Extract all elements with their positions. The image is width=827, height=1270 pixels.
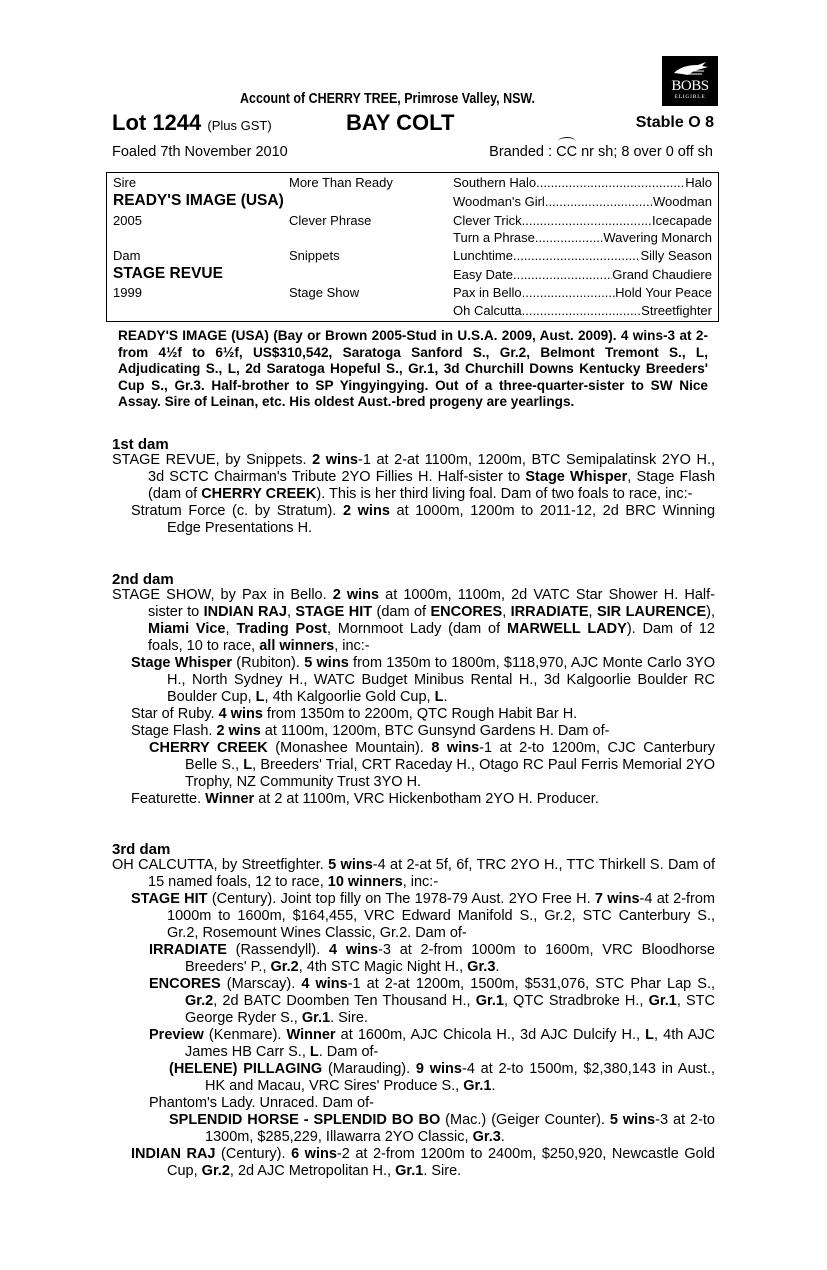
pedigree-table xyxy=(106,172,719,322)
sire-label: Sire xyxy=(113,175,137,190)
ancestor-row: Clever Trick ..... Icecapade xyxy=(453,212,712,230)
brand-arc-icon xyxy=(558,137,576,146)
third-dam-heading: 3rd dam xyxy=(112,841,171,858)
bobs-eligible-logo xyxy=(662,56,718,106)
ancestor-row: Pax in Bello ..... Hold Your Peace xyxy=(453,284,712,302)
pedigree-entry: STAGE SHOW, by Pax in Bello. 2 wins at 1000m, 1100m, 2d VATC Star Shower H. Half-sister to INDIAN RAJ, STAGE HIT (dam of ENCORES, IRRADIATE, SIR LAURENCE), Miami Vice, Trading Post, Mornmoot Lady (dam of MARWELL LADY). Dam of 12 foals, 10 to race, all winners, inc:- xyxy=(112,587,715,654)
dam-label: Dam xyxy=(113,248,141,263)
pedigree-entry: CHERRY CREEK (Monashee Mountain). 8 wins-1 at 2-to 1200m, CJC Canterbury Belle S., L, Breeders' Trial, CRT Raceday H., Otago RC Paul Ferris Memorial 2YO Trophy, NZ Community Trust 3YO H. xyxy=(149,740,715,790)
ancestor-row: Woodman's Girl ..... Woodman xyxy=(453,193,712,211)
pedigree-entry: SPLENDID HORSE - SPLENDID BO BO (Mac.) (Geiger Counter). 5 wins-3 at 2-to 1300m, $285,229, Illawarra 2YO Classic, Gr.3. xyxy=(169,1112,715,1145)
ancestor-row: Lunchtime ..... Silly Season xyxy=(453,247,712,265)
pedigree-entry: STAGE REVUE, by Snippets. 2 wins-1 at 2-at 1100m, 1200m, BTC Semipalatinsk 2YO H., 3d SCTC Chairman's Tribute 2YO Fillies H. Half-sister to Stage Whisper, Stage Flash (dam of CHERRY CREEK). This is her third living foal. Dam of two foals to race, inc:- xyxy=(112,452,716,502)
lot-number xyxy=(112,110,272,136)
dam-year: 1999 xyxy=(113,285,142,300)
pedigree-entry: (HELENE) PILLAGING (Marauding). 9 wins-4 at 2-to 1500m, $2,380,143 in Aust., HK and Macau, VRC Sires' Produce S., Gr.1. xyxy=(169,1061,716,1094)
ancestor-row: Turn a Phrase ..... Wavering Monarch xyxy=(453,229,712,247)
pedigree-entry: Featurette. Winner at 2 at 1100m, VRC Hickenbotham 2YO H. Producer. xyxy=(131,791,599,807)
brand-info xyxy=(489,144,713,160)
sire-summary: READY'S IMAGE (USA) (Bay or Brown 2005-Stud in U.S.A. 2009, Aust. 2009). 4 wins-3 at 2-from 4½f to 6½f, US$310,542, Saratoga Sanford S., Gr.2, Belmont Tremont S., L, Adjudicating S., L, 2d Saratoga Hopeful S., Gr.1, 3d Churchill Downs Kentucky Breeders' Cup S., Gr.3. Half-brother to SP Yingyingying. Out of a three-quarter-sister to SW Nice Assay. Sire of Leinan, etc. His oldest Aust.-bred progeny are yearlings. xyxy=(118,328,708,409)
dam-dam: Stage Show xyxy=(289,285,360,300)
pedigree-entry: Stratum Force (c. by Stratum). 2 wins at 1000m, 1200m to 2011-12, 2d BRC Winning Edge Presentations H. xyxy=(131,503,716,536)
horse-head-icon xyxy=(668,59,712,79)
lot-label: Lot 1244 xyxy=(112,110,202,135)
foaled-date: Foaled 7th November 2010 xyxy=(112,144,288,160)
stable-location: Stable O 8 xyxy=(635,114,714,131)
sire-year: 2005 xyxy=(113,213,142,228)
ancestor-row: Oh Calcutta ..... Streetfighter xyxy=(453,302,712,320)
pedigree-entry: INDIAN RAJ (Century). 6 wins-2 at 2-from 1200m to 2400m, $250,920, Newcastle Gold Cup, Gr.2, 2d AJC Metropolitan H., Gr.1. Sire. xyxy=(131,1146,715,1179)
second-dam-heading: 2nd dam xyxy=(112,571,174,588)
branded-suffix: nr sh; 8 over 0 off sh xyxy=(581,144,713,160)
pedigree-entry: ENCORES (Marscay). 4 wins-1 at 2-at 1200m, 1500m, $531,076, STC Phar Lap S., Gr.2, 2d BATC Doomben Ten Thousand H., Gr.1, QTC Stradbroke H., Gr.1, STC George Ryder S., Gr.1. Sire. xyxy=(149,976,716,1026)
horse-description: BAY COLT xyxy=(346,110,455,135)
pedigree-entry: IRRADIATE (Rassendyll). 4 wins-3 at 2-from 1000m to 1600m, VRC Bloodhorse Breeders' P., Gr.2, 4th STC Magic Night H., Gr.3. xyxy=(149,942,716,975)
logo-subtext: ELIGIBLE xyxy=(674,94,706,100)
vendor-account: Account of CHERRY TREE, Primrose Valley, NSW. xyxy=(240,91,535,107)
first-dam-heading: 1st dam xyxy=(112,436,169,453)
lot-note: (Plus GST) xyxy=(207,118,272,133)
pedigree-entry: Stage Flash. 2 wins at 1100m, 1200m, BTC Gunsynd Gardens H. Dam of- xyxy=(131,723,610,739)
branded-prefix: Branded : xyxy=(489,144,553,160)
ancestor-row: Easy Date ..... Grand Chaudiere xyxy=(453,266,712,284)
pedigree-entry: Stage Whisper (Rubiton). 5 wins from 1350m to 1800m, $118,970, AJC Monte Carlo 3YO H., North Sydney H., WATC Budget Minibus Rental H., 3d Kalgoorlie Boulder RC Boulder Cup, L, 4th Kalgoorlie Gold Cup, L. xyxy=(131,655,715,705)
sire-sire: More Than Ready xyxy=(289,175,393,190)
brand-mark: CC xyxy=(556,144,577,160)
pedigree-entry: OH CALCUTTA, by Streetfighter. 5 wins-4 at 2-at 5f, 6f, TRC 2YO H., TTC Thirkell S. Dam of 15 named foals, 12 to race, 10 winners, inc:- xyxy=(112,857,715,890)
logo-text: BOBS xyxy=(671,78,709,94)
pedigree-entry: STAGE HIT (Century). Joint top filly on The 1978-79 Aust. 2YO Free H. 7 wins-4 at 2-from 1000m to 1600m, $164,455, VRC Edward Manifold S., Gr.2, STC Canterbury S., Gr.2, Rosemount Wines Classic, Gr.2. Dam of- xyxy=(131,891,715,941)
pedigree-entry: Star of Ruby. 4 wins from 1350m to 2200m, QTC Rough Habit Bar H. xyxy=(131,706,578,722)
ancestor-row: Southern Halo ..... Halo xyxy=(453,174,712,192)
pedigree-entry: Preview (Kenmare). Winner at 1600m, AJC Chicola H., 3d AJC Dulcify H., L, 4th AJC James HB Carr S., L. Dam of- xyxy=(149,1027,715,1060)
sire-name: READY'S IMAGE (USA) xyxy=(113,192,284,209)
sire-dam: Clever Phrase xyxy=(289,213,372,228)
dam-sire: Snippets xyxy=(289,248,340,263)
pedigree-entry: Phantom's Lady. Unraced. Dam of- xyxy=(149,1095,374,1111)
dam-name: STAGE REVUE xyxy=(113,265,223,282)
